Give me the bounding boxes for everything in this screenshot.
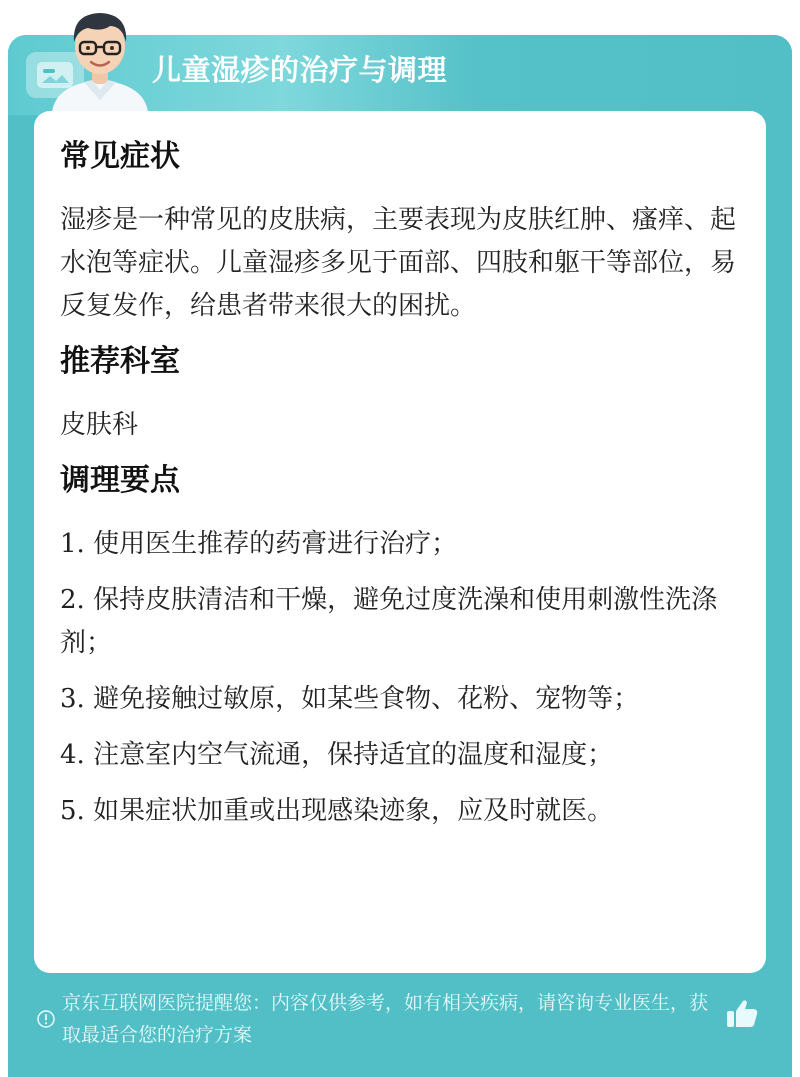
list-item-number: 5. — [60, 796, 85, 826]
department-heading: 推荐科室 — [60, 344, 180, 379]
thumbs-up-icon[interactable] — [724, 996, 760, 1032]
care-heading: 调理要点 — [60, 463, 180, 498]
list-item-number: 1. — [60, 529, 85, 559]
info-icon — [37, 1010, 55, 1028]
care-tips-list — [60, 523, 740, 833]
list-item-number: 4. — [60, 740, 85, 770]
department-text: 皮肤科 — [60, 410, 139, 440]
symptoms-heading: 常见症状 — [60, 139, 180, 174]
list-item-text: 如果症状加重或出现感染迹象，应及时就医。 — [93, 796, 614, 826]
symptoms-text: 湿疹是一种常见的皮肤病，主要表现为皮肤红肿、瘙痒、起水泡等症状。儿童湿疹多见于面部、四肢和躯干等部位，易反复发作，给患者带来很大的困扰。 — [60, 205, 737, 321]
list-item-number: 3. — [60, 684, 85, 714]
list-item — [60, 790, 740, 833]
content-card — [34, 111, 766, 973]
list-item-text: 保持皮肤清洁和干燥，避免过度洗澡和使用刺激性洗涤剂； — [60, 585, 718, 658]
list-item-text: 注意室内空气流通，保持适宜的温度和湿度； — [93, 740, 614, 770]
list-item — [60, 678, 740, 721]
list-item — [60, 734, 740, 777]
list-item-text: 使用医生推荐的药膏进行治疗； — [93, 529, 458, 559]
doctor-avatar — [44, 2, 156, 112]
list-item — [60, 579, 740, 665]
list-item-text: 避免接触过敏原，如某些食物、花粉、宠物等； — [93, 684, 640, 714]
page-title: 儿童湿疹的治疗与调理 — [152, 53, 448, 87]
disclaimer-text: 京东互联网医院提醒您：内容仅供参考，如有相关疾病，请咨询专业医生，获取最适合您的治疗方案 — [62, 992, 709, 1046]
list-item — [60, 523, 740, 566]
list-item-number: 2. — [60, 585, 85, 615]
